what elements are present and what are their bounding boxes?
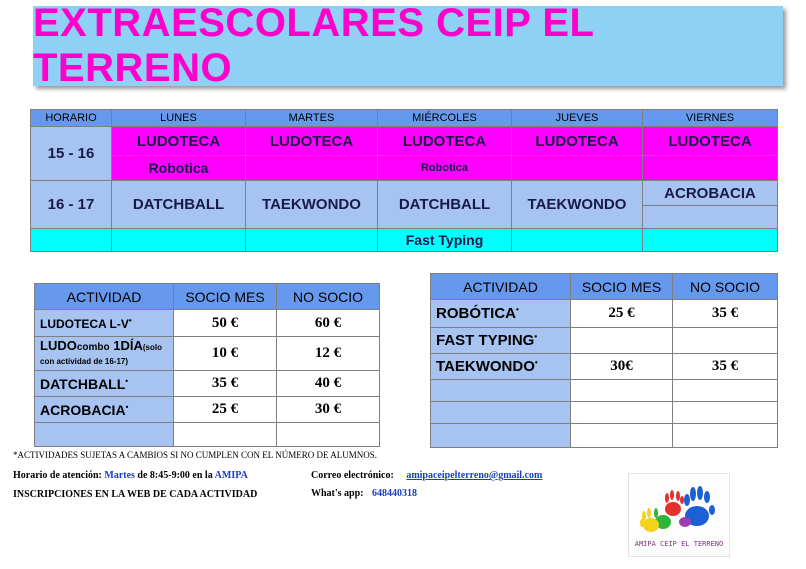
header-socio: SOCIO MES — [174, 284, 277, 310]
header-miercoles: MIÉRCOLES — [378, 110, 512, 127]
handprints-icon — [629, 478, 729, 538]
slot1b-martes — [246, 156, 378, 181]
email-label: Correo electrónico: — [311, 470, 394, 481]
whatsapp-label: What's app: — [311, 488, 364, 499]
slot1-row-b — [31, 156, 778, 181]
price-row — [431, 328, 778, 354]
slot2-lunes: DATCHBALL — [112, 181, 246, 229]
slot1-miercoles: LUDOTECA — [378, 127, 512, 156]
activity-label: ACROBACIA• — [35, 397, 174, 423]
price-row — [35, 310, 380, 337]
slot3-time-empty — [31, 229, 112, 252]
slot3-viernes-empty — [643, 229, 778, 252]
prices-left-header — [35, 284, 380, 310]
header-no-socio: NO SOCIO — [673, 274, 778, 300]
header-jueves: JUEVES — [512, 110, 643, 127]
slot1-viernes: LUDOTECA — [643, 127, 778, 156]
slot1-martes: LUDOTECA — [246, 127, 378, 156]
schedule-header-row — [31, 110, 778, 127]
socio-price: 30€ — [571, 354, 673, 380]
no-socio-price: 30 € — [277, 397, 380, 423]
activity-paren: (solo — [142, 342, 162, 352]
slot3-jueves-empty — [512, 229, 643, 252]
price-row-empty — [431, 402, 778, 424]
socio-price: 25 € — [571, 300, 673, 328]
amipa-logo — [628, 473, 730, 557]
attention-place: AMIPA — [214, 470, 248, 481]
email-line — [311, 470, 542, 481]
header-lunes: LUNES — [112, 110, 246, 127]
attention-day: Martes — [104, 470, 135, 481]
header-no-socio: NO SOCIO — [277, 284, 380, 310]
slot1b-viernes — [643, 156, 778, 181]
no-socio-price: 35 € — [673, 354, 778, 380]
price-row — [431, 300, 778, 328]
slot2b-viernes-empty — [643, 206, 778, 229]
hand-red — [665, 490, 684, 516]
activity-main: LUDO — [40, 337, 77, 353]
socio-price: 50 € — [174, 310, 277, 337]
slot2-jueves: TAEKWONDO — [512, 181, 643, 229]
header-martes: MARTES — [246, 110, 378, 127]
slot1b-jueves — [512, 156, 643, 181]
schedule-table — [30, 109, 778, 252]
slot1-time: 15 - 16 — [31, 127, 112, 181]
price-row — [35, 337, 380, 371]
activity-label: ROBÓTICA• — [431, 300, 571, 328]
footnote: *ACTIVIDADES SUJETAS A CAMBIOS SI NO CUMPLEN CON EL NÚMERO DE ALUMNOS. — [13, 450, 377, 460]
empty-cell — [571, 402, 673, 424]
whatsapp-number: 648440318 — [372, 488, 418, 499]
slot1b-miercoles: Robotica — [378, 156, 512, 181]
header-socio: SOCIO MES — [571, 274, 673, 300]
inscriptions-note: INSCRIPCIONES EN LA WEB DE CADA ACTIVIDAD — [13, 489, 258, 500]
slot1b-lunes: Robotica — [112, 156, 246, 181]
no-socio-price: 35 € — [673, 300, 778, 328]
email-link[interactable]: amipaceipelterreno@gmail.com — [406, 470, 543, 481]
activity-label: DATCHBALL• — [35, 371, 174, 397]
activity-name: LUDOTECA L-V — [40, 316, 129, 331]
no-socio-price: 60 € — [277, 310, 380, 337]
slot3-lunes-empty — [112, 229, 246, 252]
attention-time: de 8:45-9:00 en la — [137, 470, 213, 481]
hand-purple — [679, 517, 691, 527]
activity-name: FAST TYPING — [436, 332, 535, 349]
activity-label: TAEKWONDO• — [431, 354, 571, 380]
prices-table-left — [34, 283, 380, 447]
price-row-empty — [35, 423, 380, 447]
slot3-miercoles: Fast Typing — [378, 229, 512, 252]
socio-price: 35 € — [174, 371, 277, 397]
empty-cell — [174, 423, 277, 447]
header-horario: HORARIO — [31, 110, 112, 127]
socio-price: 10 € — [174, 337, 277, 371]
activity-note: con actividad de 16-17) — [40, 356, 129, 366]
empty-cell — [431, 424, 571, 448]
header-actividad: ACTIVIDAD — [431, 274, 571, 300]
empty-cell — [431, 380, 571, 402]
price-row — [35, 371, 380, 397]
socio-price — [571, 328, 673, 354]
attention-label: Horario de atención: — [13, 470, 102, 481]
prices-table-right — [430, 273, 778, 448]
slot2-martes: TAEKWONDO — [246, 181, 378, 229]
page-title: EXTRAESCOLARES CEIP EL TERRENO — [33, 1, 594, 90]
prices-right-header — [431, 274, 778, 300]
activity-name: ACROBACIA — [40, 401, 126, 418]
price-row — [431, 354, 778, 380]
slot3-martes-empty — [246, 229, 378, 252]
slot2-miercoles: DATCHBALL — [378, 181, 512, 229]
attention-hours — [13, 470, 248, 481]
price-row — [35, 397, 380, 423]
whatsapp-line — [311, 488, 417, 499]
empty-cell — [571, 424, 673, 448]
header-viernes: VIERNES — [643, 110, 778, 127]
empty-cell — [673, 380, 778, 402]
empty-cell — [673, 402, 778, 424]
empty-cell — [277, 423, 380, 447]
empty-cell — [431, 402, 571, 424]
empty-cell — [35, 423, 174, 447]
socio-price: 25 € — [174, 397, 277, 423]
empty-cell — [673, 424, 778, 448]
slot2-row-a — [31, 181, 778, 206]
activity-combo: combo — [76, 341, 110, 353]
activity-name: ROBÓTICA — [436, 305, 516, 322]
no-socio-price: 40 € — [277, 371, 380, 397]
logo-caption: AMIPA CEIP EL TERRENO — [634, 540, 724, 548]
activity-label: LUDOTECA L-V• — [35, 310, 174, 337]
slot2-time: 16 - 17 — [31, 181, 112, 229]
activity-label: FAST TYPING• — [431, 328, 571, 354]
empty-cell — [571, 380, 673, 402]
header-actividad: ACTIVIDAD — [35, 284, 174, 310]
activity-day: 1DÍA — [109, 337, 143, 353]
slot1-lunes: LUDOTECA — [112, 127, 246, 156]
price-row-empty — [431, 380, 778, 402]
slot3-row — [31, 229, 778, 252]
title-banner — [33, 1, 783, 90]
activity-label — [35, 337, 174, 371]
activity-name: TAEKWONDO — [436, 358, 535, 375]
slot2-viernes: ACROBACIA — [643, 181, 778, 206]
slot1-row-a — [31, 127, 778, 156]
no-socio-price: 12 € — [277, 337, 380, 371]
price-row-empty — [431, 424, 778, 448]
no-socio-price — [673, 328, 778, 354]
activity-name: DATCHBALL — [40, 375, 126, 392]
slot1-jueves: LUDOTECA — [512, 127, 643, 156]
